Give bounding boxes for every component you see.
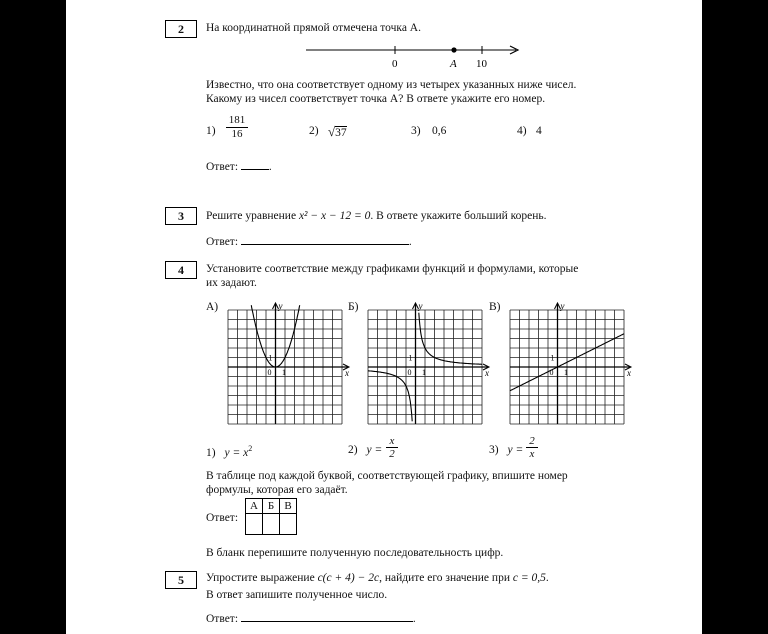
q5-answer-row: [206, 613, 416, 625]
q2-line2: Какому из чисел соответствует точка A? В ответе укажите его номер.: [206, 93, 546, 105]
q2-title: На координатной прямой отмечена точка A.: [206, 22, 421, 34]
answer-cell-c[interactable]: [280, 514, 297, 535]
x-one-label: 1: [422, 368, 426, 377]
q3-answer-row: [206, 236, 412, 248]
origin-label: 0: [549, 368, 554, 377]
q3-answer-label: Ответ:: [206, 236, 239, 248]
q5-expression: c(c + 4) − 2c: [317, 572, 380, 584]
option-4-number: 4): [517, 125, 527, 137]
sqrt-icon: √: [328, 124, 336, 139]
table-header-a: А: [246, 499, 263, 514]
y-axis-label: y: [560, 301, 565, 311]
origin-label: 0: [407, 368, 412, 377]
q5-text-a: Упростите выражение: [206, 572, 315, 584]
axis-zero-label: 0: [392, 58, 398, 70]
x-axis-label: x: [345, 368, 349, 378]
formula-3-denominator: x: [529, 448, 535, 460]
q5-answer-tail: .: [412, 613, 416, 625]
graph-b-hyperbola: [364, 300, 489, 422]
q3-answer-tail: .: [408, 236, 412, 248]
option-2-radicand: 37: [335, 127, 347, 139]
graph-a-label: А): [206, 301, 219, 313]
formula-3-fraction: [526, 435, 538, 460]
q4-line1: Установите соответствие между графиками функций и формулами, которые: [206, 263, 579, 275]
q3-text-b: . В ответе укажите больший корень.: [370, 210, 547, 222]
y-one-label: 1: [268, 353, 273, 363]
x-one-label: 1: [564, 368, 568, 377]
formula-2-numerator: x: [386, 435, 398, 448]
option-2-number: 2): [309, 125, 319, 137]
q3-equation: x² − x − 12 = 0: [298, 210, 371, 222]
x-axis-label: x: [485, 368, 489, 378]
option-3-value: 0,6: [432, 125, 447, 137]
y-axis-label: y: [418, 301, 423, 311]
table-header-c: В: [280, 499, 297, 514]
q3-text-a: Решите уравнение: [206, 210, 297, 222]
answer-cell-b[interactable]: [263, 514, 280, 535]
formula-3-number: 3): [489, 444, 499, 456]
q5-answer-blank[interactable]: [241, 621, 413, 622]
q2-answer-row: [206, 161, 272, 173]
hyperbola-left-branch: [368, 371, 412, 422]
option-1-denominator: 16: [231, 128, 243, 140]
question-number-3: 3: [165, 207, 197, 225]
option-2-sqrt: [328, 124, 347, 140]
formula-3: [489, 444, 523, 456]
answer-cell-a[interactable]: [246, 514, 263, 535]
formula-1-lhs: y = x: [224, 446, 249, 459]
graph-a-parabola: [224, 300, 349, 422]
formula-1-number: 1): [206, 446, 216, 459]
formula-2-fraction: [386, 435, 398, 460]
option-4-value: 4: [536, 125, 542, 137]
axis-ten-label: 10: [476, 58, 487, 70]
graph-b-label: Б): [348, 301, 359, 313]
option-1-fraction: [226, 114, 248, 141]
q4-answer-table: [245, 498, 297, 535]
q3-answer-blank[interactable]: [241, 244, 409, 245]
table-header-b: Б: [263, 499, 280, 514]
q5-text: [206, 572, 549, 584]
point-a-marker: [451, 47, 456, 52]
q2-answer-label: Ответ:: [206, 161, 239, 173]
formula-1-exponent: 2: [248, 444, 253, 453]
option-1-number: 1): [206, 125, 216, 137]
q5-line2: В ответ запишите полученное число.: [206, 589, 388, 601]
number-line: [306, 40, 526, 72]
formula-2-lhs: y =: [366, 444, 383, 456]
question-number-4: 4: [165, 261, 197, 279]
q5-answer-label: Ответ:: [206, 613, 239, 625]
q5-text-c: .: [545, 572, 549, 584]
q2-answer-blank[interactable]: [241, 169, 269, 170]
question-number-5: 5: [165, 571, 197, 589]
formula-1: [206, 444, 252, 459]
y-axis-label: y: [278, 301, 283, 311]
x-axis-label: x: [627, 368, 631, 378]
formula-3-numerator: 2: [526, 435, 538, 448]
option-3-number: 3): [411, 125, 421, 137]
q2-answer-tail: .: [268, 161, 272, 173]
option-1-numerator: 181: [226, 114, 248, 128]
formula-2: [348, 444, 382, 456]
worksheet-page: [66, 0, 702, 634]
origin-label: 0: [267, 368, 272, 377]
formula-2-number: 2): [348, 444, 358, 456]
y-one-label: 1: [408, 353, 413, 363]
q2-line1: Известно, что она соответствует одному из четырех указанных ниже чисел.: [206, 79, 577, 91]
q4-line2: их задают.: [206, 277, 257, 289]
q4-copy-note: В бланк перепишите полученную последовательность цифр.: [206, 547, 504, 559]
q5-condition: c = 0,5: [512, 572, 546, 584]
q5-text-b: , найдите его значение при: [379, 572, 510, 584]
q4-instr-line2: формулы, которая его задаёт.: [206, 484, 348, 496]
graph-c-line: [506, 300, 631, 422]
q4-instr-line1: В таблице под каждой буквой, соответствующей графику, впишите номер: [206, 470, 568, 482]
q3-text: [206, 210, 547, 222]
y-one-label: 1: [550, 353, 555, 363]
point-a-label: A: [450, 58, 457, 70]
x-one-label: 1: [282, 368, 286, 377]
formula-2-denominator: 2: [389, 448, 395, 460]
question-number-2: 2: [165, 20, 197, 38]
formula-3-lhs: y =: [507, 444, 524, 456]
q4-answer-label: Ответ:: [206, 512, 239, 524]
graph-c-label: В): [489, 301, 501, 313]
